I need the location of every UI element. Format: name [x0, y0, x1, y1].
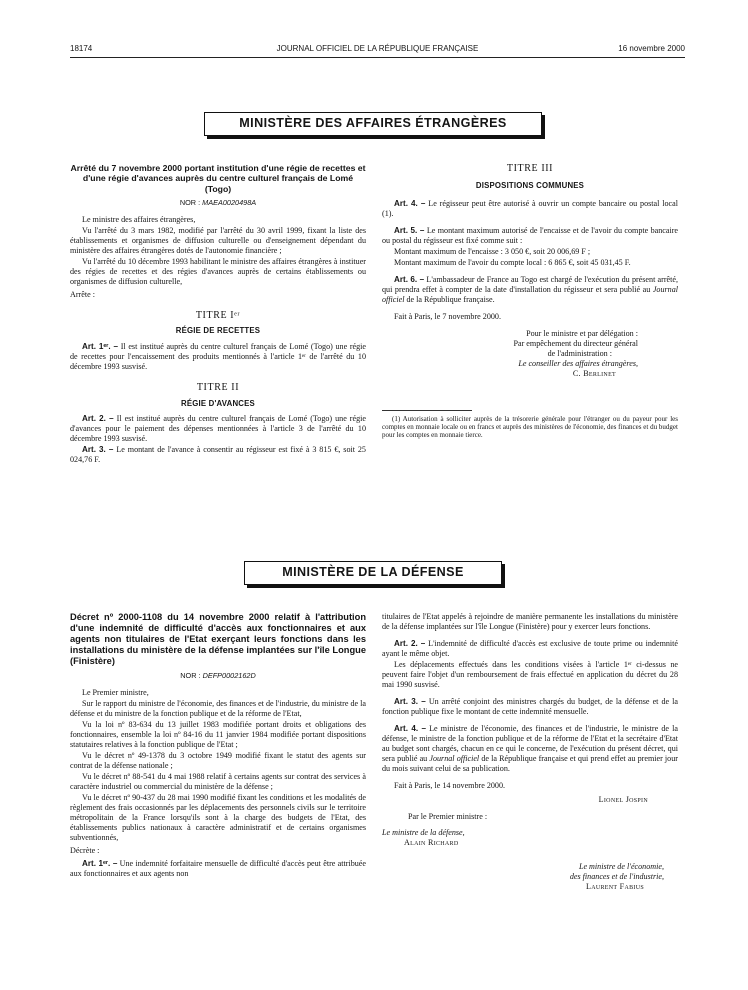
- article-text: Le ministre de l'économie, des finances et de l'industrie, le ministre de la défense, le ministre de la fonction publique et de la réforme de l'Etat et la secrétaire d'Etat au budget sont chargés, chacun en ce qui le concerne, de l'exécution du présent décret, qui sera publié au: [382, 724, 678, 764]
- article-label: Art. 4. –: [394, 724, 426, 734]
- signatory-name: C. Berlinet: [572, 369, 616, 379]
- article: [70, 342, 366, 372]
- section2-right-column: [382, 612, 678, 892]
- titre-heading: TITRE Iᵉʳ: [195, 310, 241, 322]
- issue-date: 16 novembre 2000: [618, 44, 685, 53]
- article-text: de la République française et qui prend effet au premier jour du mois suivant celui de sa publication.: [382, 754, 678, 774]
- article: [70, 414, 366, 444]
- paragraph: Vu le décret nº 90-437 du 28 mai 1990 modifié fixant les conditions et les modalités de règlement des frais occasionnés par les déplacements des personnels civils sur le territoire métropolitain de la France lorsqu'ils sont à la charge des budgets de l'Etat, des établissements publics nationaux à caractère administratif et de certains organismes subventionnés,: [70, 793, 366, 843]
- decree-title: Décret nº 2000-1108 du 14 novembre 2000 relatif à l'attribution d'une indemnité de difficulté d'accès aux fonctionnaires et aux agents non titulaires de l'Etat exerçant leurs fonctions dans les installations du ministère de la défense implantées sur l'île Longue (Finistère): [70, 612, 366, 666]
- signatory-name: Lionel Jospin: [598, 795, 648, 805]
- article-label: Art. 3. –: [394, 697, 426, 707]
- section2-left-column: [70, 612, 366, 880]
- ministry-heading-foreign-affairs: [204, 112, 542, 136]
- ministry-heading-defense: [244, 561, 502, 585]
- page-header: [70, 44, 685, 58]
- section1-right-column: [382, 163, 678, 440]
- section1-left-column: [70, 163, 366, 466]
- article: [382, 724, 678, 774]
- article-label: Art. 1ᵉʳ. –: [82, 342, 119, 352]
- ministry-name: MINISTÈRE DE LA DÉFENSE: [282, 565, 464, 580]
- ministry-name: MINISTÈRE DES AFFAIRES ÉTRANGÈRES: [239, 116, 507, 131]
- article: [382, 226, 678, 246]
- article-text: L'ambassadeur de France au Togo est chargé de l'exécution du présent arrêté, qui prendra effet à compter de la date d'installation du régisseur et sera publié au: [382, 275, 678, 295]
- article-text: Le montant de l'avance à consentir au régisseur est fixé à 3 815 €, soit 25 024,76 F.: [70, 445, 366, 465]
- article: [382, 639, 678, 659]
- article-label: Art. 3. –: [82, 445, 114, 455]
- countersign-intro: Par le Premier ministre :: [408, 811, 488, 821]
- article-text: de la République française.: [404, 295, 495, 305]
- nor-label: NOR :: [180, 670, 201, 680]
- journal-reference: Journal officiel: [429, 754, 480, 764]
- decrete-label: Décrète :: [70, 846, 100, 856]
- article: [382, 275, 678, 305]
- nor-label: NOR :: [179, 197, 201, 207]
- countersign-name: Laurent Fabius: [585, 881, 644, 891]
- paragraph: Montant maximum de l'avoir du compte local : 6 865 €, soit 45 031,45 F.: [394, 258, 631, 268]
- footnote-rule: [382, 410, 472, 411]
- article: [382, 697, 678, 717]
- article-text: Il est institué auprès du centre culturel français de Lomé (Togo) une régie d'avances pour le paiement des dépenses mentionnées à l'article 3 de l'arrêté du 10 décembre 1993 susvisé.: [70, 414, 366, 444]
- signature-line: de l'administration :: [547, 349, 612, 359]
- titre-subheading: RÉGIE DE RECETTES: [175, 326, 261, 336]
- article-text: Il est institué auprès du centre culturel français de Lomé (Togo) une régie de recettes pour l'encaissement des produits mentionnés à l'article 1ᵉʳ de l'arrêté du 10 décembre 1993 susvisé.: [70, 342, 366, 372]
- paragraph: Montant maximum de l'encaisse : 3 050 €, soit 20 006,69 F ;: [394, 247, 591, 257]
- paragraph: Vu l'arrêté du 3 mars 1982, modifié par l'arrêté du 30 avril 1999, fixant la liste des établissements et organismes de diffusion culturelle ou d'enseignement dépendant du ministère des affaires étrangères dotés de l'autonomie financière ;: [70, 225, 366, 255]
- nor-reference: [70, 671, 366, 680]
- article-label: Art. 2. –: [394, 639, 426, 649]
- titre-heading: TITRE III: [506, 163, 554, 174]
- paragraph: Vu l'arrêté du 10 décembre 1993 habilitant le ministre des affaires étrangères à instituer des régies de recettes et des régies d'avances auprès de certains établissements ou organismes de diffusion culturelle,: [70, 256, 366, 287]
- article-text: Le montant maximum autorisé de l'encaisse et de l'avoir du compte bancaire ou postal du régisseur est fixé comme suit :: [382, 226, 678, 246]
- article-label: Art. 1ᵉʳ. –: [82, 859, 118, 869]
- arrete-label: Arrête :: [70, 290, 95, 300]
- countersign-title: Le ministre de la défense,: [382, 827, 465, 837]
- paragraph: Vu la loi nº 83-634 du 13 juillet 1983 modifiée portant droits et obligations des fonctionnaires, ensemble la loi nº 84-16 du 11 janvier 1984 modifiée portant dispositions statutaires relatives à la fonction publique de l'Etat ;: [70, 719, 366, 750]
- paragraph: Le ministre des affaires étrangères,: [82, 214, 196, 224]
- titre-subheading: DISPOSITIONS COMMUNES: [475, 181, 585, 191]
- countersign-name: Alain Richard: [404, 837, 459, 847]
- titre-subheading: RÉGIE D'AVANCES: [181, 398, 255, 408]
- article-label: Art. 5. –: [394, 226, 425, 236]
- article-label: Art. 4. –: [394, 199, 426, 209]
- article: [382, 199, 678, 219]
- header-rule: [70, 57, 685, 58]
- signature-line: Par empêchement du directeur général: [513, 339, 638, 349]
- paragraph: Vu le décret nº 49-1378 du 3 octobre 1949 modifié fixant le statut des agents sur contrat de la défense nationale ;: [70, 751, 366, 771]
- article-label: Art. 6. –: [394, 275, 425, 285]
- signature-line: Le conseiller des affaires étrangères,: [518, 359, 638, 369]
- nor-code: DEFP0002162D: [202, 670, 256, 680]
- article-text: Une indemnité forfaitaire mensuelle de difficulté d'accès peut être attribuée aux fonctionnaires et aux agents non: [70, 859, 366, 879]
- nor-reference: [70, 198, 366, 207]
- article-text: Un arrêté conjoint des ministres chargés du budget, de la défense et de la fonction publique fixe le montant de cette indemnité mensuelle.: [382, 697, 678, 717]
- article-text: L'indemnité de difficulté d'accès est exclusive de toute prime ou indemnité ayant le même objet.: [382, 639, 678, 659]
- paragraph: titulaires de l'Etat appelés à rejoindre de manière permanente les installations du ministère de la défense implantées sur l'île Longue (Finistère) pour y exercer leurs fonctions.: [382, 612, 678, 632]
- paragraph: Le Premier ministre,: [82, 687, 149, 697]
- article: [70, 859, 366, 879]
- signature-block: [382, 329, 678, 379]
- countersign-title: Le ministre de l'économie,: [578, 861, 664, 871]
- countersign-title: des finances et de l'industrie,: [569, 871, 664, 881]
- journal-reference: Journal officiel: [382, 285, 678, 305]
- signature-place-date: Fait à Paris, le 7 novembre 2000.: [394, 312, 501, 322]
- signature-line: Pour le ministre et par délégation :: [526, 329, 638, 339]
- footnote: (1) Autorisation à solliciter auprès de la trésorerie générale pour l'étranger ou du payeur pour les comptes en monnaie locale ou en francs et auprès des ministères de l'économie, des finances et du budget pour les comptes en monnaie tierce.: [382, 414, 678, 440]
- article-text: Le régisseur peut être autorisé à ouvrir un compte bancaire ou postal local (1).: [382, 199, 678, 219]
- page-number: 18174: [70, 44, 93, 53]
- article-label: Art. 2. –: [82, 414, 114, 424]
- article: [70, 445, 366, 465]
- paragraph: Sur le rapport du ministre de l'économie, des finances et de l'industrie, du ministre de la défense et du ministre de la fonction publique et de la réforme de l'Etat,: [70, 698, 366, 718]
- journal-title: JOURNAL OFFICIEL DE LA RÉPUBLIQUE FRANÇAISE: [276, 44, 479, 53]
- decree-title: Arrêté du 7 novembre 2000 portant institution d'une régie de recettes et d'une régie d'avances auprès du centre culturel français de Lomé (Togo): [70, 163, 366, 194]
- signature-place-date: Fait à Paris, le 14 novembre 2000.: [394, 781, 506, 791]
- titre-heading: TITRE II: [196, 382, 240, 394]
- nor-code: MAEA0020498A: [202, 197, 257, 207]
- paragraph: Vu le décret nº 88-541 du 4 mai 1988 relatif à certains agents sur contrat des services à caractère industriel ou commercial du ministère de la défense ;: [70, 772, 366, 792]
- paragraph: Les déplacements effectués dans les conditions visées à l'article 1ᵉʳ ci-dessus ne peuvent faire l'objet d'un remboursement de frais effectué en application du décret du 28 mai 1990 susvisé.: [382, 660, 678, 690]
